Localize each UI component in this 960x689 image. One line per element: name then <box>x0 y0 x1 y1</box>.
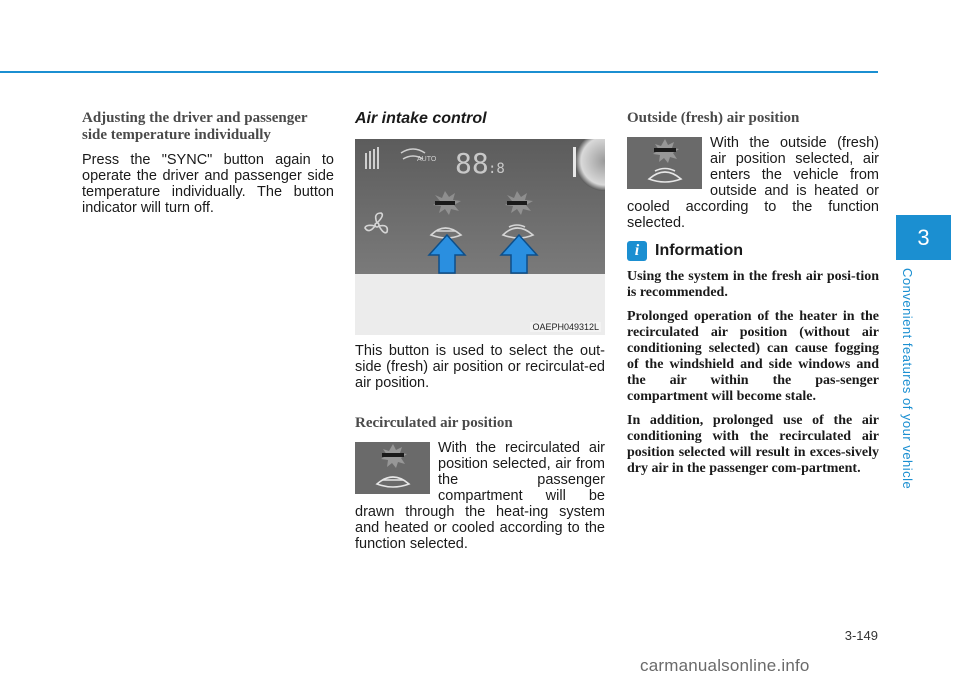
knob-highlight <box>573 147 576 177</box>
fresh-block <box>627 135 879 231</box>
section-heading-fresh: Outside (fresh) air position <box>627 110 800 126</box>
info-paragraph-1: Using the system in the fresh air posi-tion is recommended. <box>627 269 879 300</box>
air-intake-figure <box>355 139 605 335</box>
info-paragraph-2: Prolonged operation of the heater in the recirculated air position (without air conditioning selected) can cause fogging of the windshield and side windows and the air within the pas-senger compartment will become stale. <box>627 309 879 404</box>
header-rule <box>0 71 878 73</box>
recirculated-block <box>355 440 605 552</box>
section-heading-individual-temp: Adjusting the driver and passenger side temperature individually <box>82 110 308 143</box>
fresh-indicator-led <box>507 201 527 205</box>
chapter-title: Convenient features of your vehicle <box>900 268 915 490</box>
digital-display-small: :8 <box>488 161 505 177</box>
chapter-tab: 3 <box>896 215 951 260</box>
page-number: 3-149 <box>844 628 878 643</box>
column-1 <box>82 110 334 216</box>
digital-display: 88 <box>455 147 489 180</box>
info-paragraph-3: In addition, prolonged use of the air conditioning with the recirculated air position selected will result in exces-sively dry air in the passenger com-partment. <box>627 413 879 476</box>
svg-text:AUTO: AUTO <box>417 156 437 163</box>
column-3 <box>627 110 879 485</box>
watermark: carmanualsonline.info <box>640 656 810 675</box>
info-icon: i <box>627 241 647 261</box>
recirculated-air-thumbnail <box>355 442 430 494</box>
paragraph-recirculated: With the recirculated air position selected, air from the passenger compartment will be drawn through the heat-ing system and heated or cooled according to the function selected. <box>355 440 605 552</box>
section-heading-recirculated: Recirculated air position <box>355 415 513 431</box>
information-header <box>627 241 879 261</box>
information-title: Information <box>655 242 743 259</box>
recirc-indicator-led <box>435 201 455 205</box>
column-2 <box>355 110 605 552</box>
figure-code: OAEPH049312L <box>532 322 599 332</box>
paragraph-sync-button: Press the "SYNC" button again to operate the driver and passenger side temperature individually. The button indicator will turn off. <box>82 152 334 216</box>
paragraph-air-intake: This button is used to select the out-side (fresh) air position or recirculat-ed air position. <box>355 343 605 391</box>
section-heading-air-intake: Air intake control <box>355 110 487 127</box>
paragraph-fresh: With the outside (fresh) air position selected, air enters the vehicle from outside and is heated or cooled according to the function selected. <box>627 135 879 231</box>
fresh-air-thumbnail <box>627 137 702 189</box>
control-panel-illustration <box>355 139 605 335</box>
